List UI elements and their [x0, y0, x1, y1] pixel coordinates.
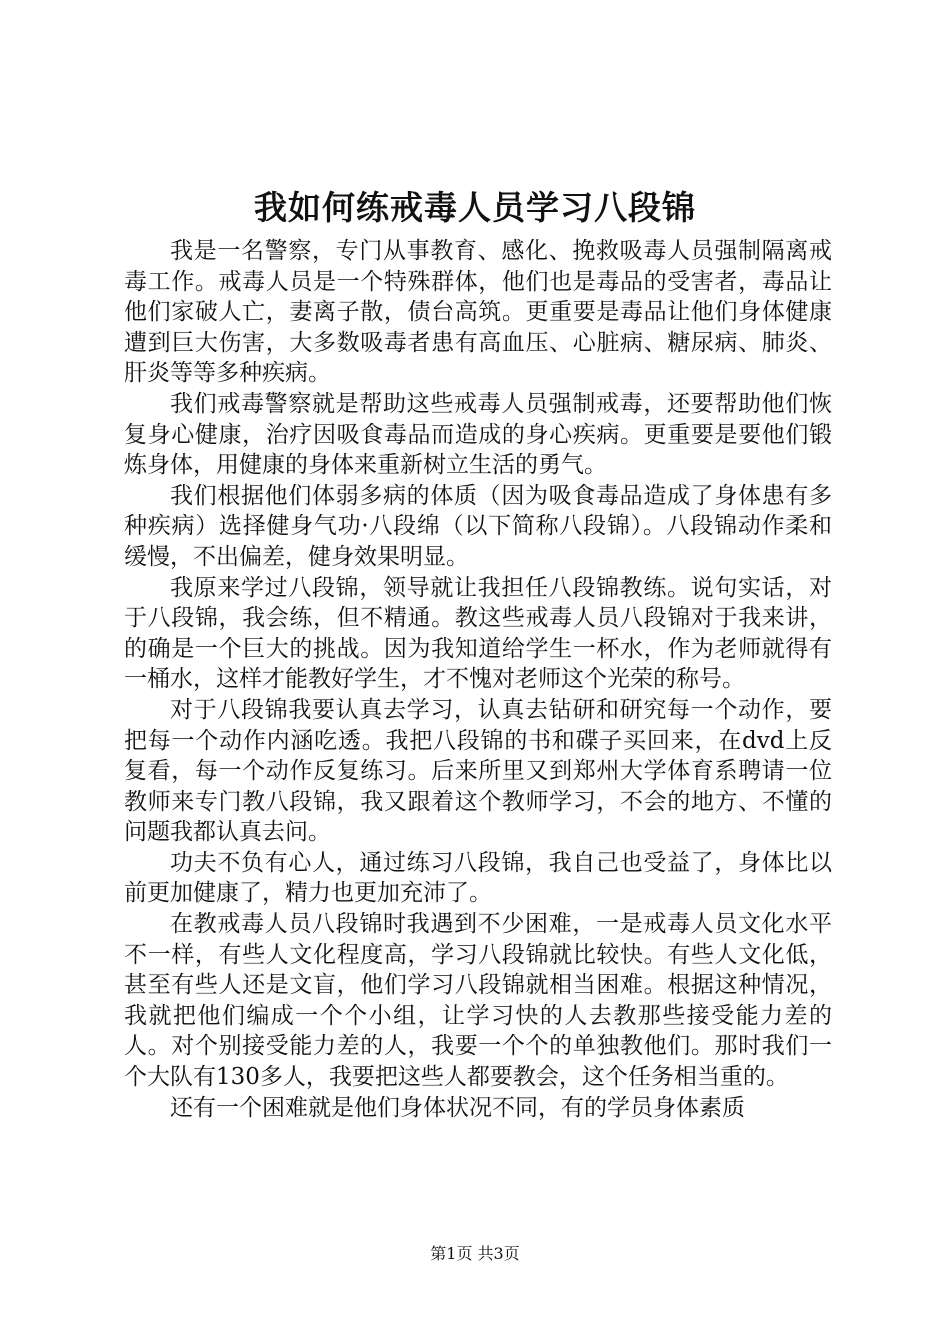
page-number-footer: 第1页 共3页 — [430, 1244, 520, 1263]
paragraph: 在教戒毒人员八段锦时我遇到不少困难，一是戒毒人员文化水平不一样，有些人文化程度高，学习八段锦就比较快。有些人文化低，甚至有些人还是文盲，他们学习八段锦就相当困难。根据这种情况，我就把他们编成一个个小组，让学习快的人去教那些接受能力差的人。对个别接受能力差的人，我要一个个的单独教他们。那时我们一个大队有130多人，我要把这些人都要教会，这个任务相当重的。 — [124, 911, 832, 1091]
paragraph: 对于八段锦我要认真去学习，认真去钻研和研究每一个动作，要把每一个动作内涵吃透。我把八段锦的书和碟子买回来，在dvd上反复看，每一个动作反复练习。后来所里又到郑州大学体育系聘请一位教师来专门教八段锦，我又跟着这个教师学习，不会的地方、不懂的问题我都认真去问。 — [124, 696, 832, 846]
paragraph: 我们戒毒警察就是帮助这些戒毒人员强制戒毒，还要帮助他们恢复身心健康，治疗因吸食毒品而造成的身心疾病。更重要是要他们锻炼身体，用健康的身体来重新树立生活的勇气。 — [124, 390, 832, 479]
document-title: 我如何练戒毒人员学习八段锦 — [254, 188, 696, 227]
paragraph: 我原来学过八段锦，领导就让我担任八段锦教练。说句实话，对于八段锦，我会练，但不精通。教这些戒毒人员八段锦对于我来讲，的确是一个巨大的挑战。因为我知道给学生一杯水，作为老师就得有一桶水，这样才能教好学生，才不愧对老师这个光荣的称号。 — [124, 574, 832, 693]
paragraph: 我是一名警察，专门从事教育、感化、挽救吸毒人员强制隔离戒毒工作。戒毒人员是一个特殊群体，他们也是毒品的受害者，毒品让他们家破人亡，妻离子散，债台高筑。更重要是毒品让他们身体健康遭到巨大伤害，大多数吸毒者患有高血压、心脏病、糖尿病、肺炎、肝炎等等多种疾病。 — [124, 238, 832, 387]
paragraph: 我们根据他们体弱多病的体质（因为吸食毒品造成了身体患有多种疾病）选择健身气功·八段绵（以下简称八段锦）。八段锦动作柔和缓慢，不出偏差，健身效果明显。 — [124, 482, 832, 570]
document-body — [124, 236, 832, 1123]
paragraph: 功夫不负有心人，通过练习八段锦，我自己也受益了，身体比以前更加健康了，精力也更加充沛了。 — [124, 849, 832, 907]
paragraph: 还有一个困难就是他们身体状况不同，有的学员身体素质 — [170, 1094, 745, 1121]
